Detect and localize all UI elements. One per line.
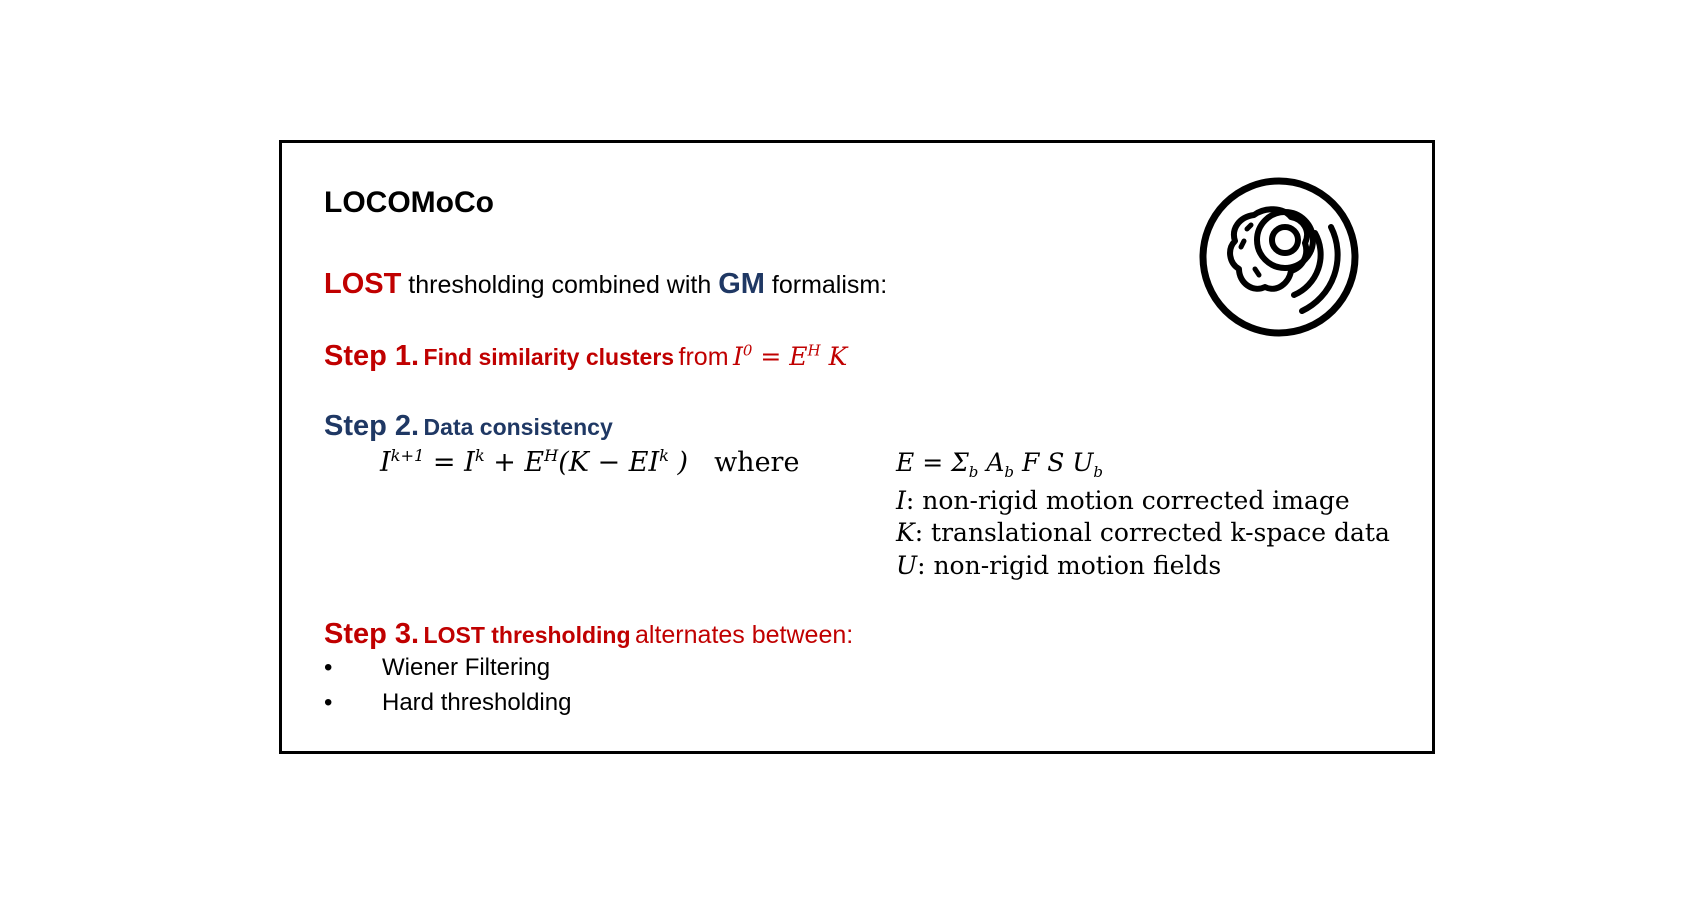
step-3-desc: LOST thresholding	[423, 622, 631, 648]
intro-text-1: thresholding combined with	[408, 271, 712, 299]
lost-keyword: LOST	[324, 268, 402, 300]
intro-text-2: formalism:	[771, 271, 888, 299]
step-2	[324, 410, 613, 443]
bullet: •	[324, 689, 333, 716]
intro-line	[324, 268, 887, 301]
update-equation: $I^{k+1} = I^k + E^H(K - EI^k$ ) where	[380, 446, 800, 478]
egg-plate-icon	[1199, 177, 1359, 337]
encoding-operator-definition: $E = \Sigma_b$ $A_b$ F S $U_b$	[896, 448, 1104, 481]
diagram-title: LOCOMoCo	[324, 186, 494, 219]
list-item: • Wiener Filtering	[324, 654, 571, 689]
bullet: •	[324, 654, 333, 681]
step-2-desc: Data consistency	[423, 414, 613, 440]
legend-item: U: non-rigid motion fields	[896, 551, 1222, 580]
legend-item: I: non-rigid motion corrected image	[896, 486, 1350, 515]
step-1-from: from	[678, 343, 729, 371]
step-1-equation: $I^0 = E^H$ K	[732, 341, 848, 371]
where-word: where	[714, 447, 800, 478]
step-3	[324, 618, 853, 651]
step-1	[324, 340, 847, 373]
list-item: • Hard thresholding	[324, 689, 571, 724]
step-3-label: Step 3.	[324, 618, 420, 650]
step-3-bullets	[324, 654, 571, 724]
gm-keyword: GM	[718, 268, 765, 300]
step-1-label: Step 1.	[324, 340, 420, 372]
legend-item: K: translational corrected k-space data	[896, 518, 1390, 547]
step-2-label: Step 2.	[324, 410, 420, 442]
step-3-rest: alternates between:	[635, 621, 854, 649]
step-1-desc: Find similarity clusters	[423, 344, 675, 370]
